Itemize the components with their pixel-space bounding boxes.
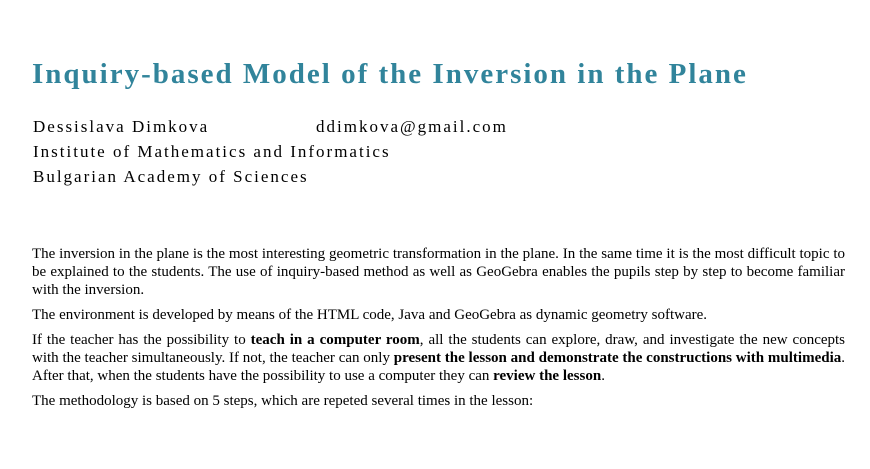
author-name: Dessislava Dimkova xyxy=(33,117,210,136)
paragraph-environment: The environment is developed by means of the HTML code, Java and GeoGebra as dynamic geometry software. xyxy=(32,307,708,323)
author-institute: Institute of Mathematics and Informatics xyxy=(33,142,391,161)
author-email[interactable]: ddimkova@gmail.com xyxy=(316,117,508,136)
author-academy: Bulgarian Academy of Sciences xyxy=(33,167,309,186)
paragraph-intro: The inversion in the plane is the most interesting geometric transformation in the plane. In the same time it is the most difficult topic to be explained to the students. The use of inquiry-based method as well as GeoGebra enables the pupils step by step to become familiar with the inversion. xyxy=(32,246,845,298)
teaching-text-4: . xyxy=(601,368,605,384)
teaching-text-1: If the teacher has the possibility to xyxy=(32,332,251,348)
paragraph-teaching xyxy=(32,331,845,385)
teaching-bold-3: review the lesson xyxy=(493,368,602,384)
teaching-bold-1: teach in a computer room xyxy=(250,332,420,348)
author-info xyxy=(33,114,508,189)
document-title: Inquiry-based Model of the Inversion in the Plane xyxy=(32,58,748,90)
teaching-bold-2: present the lesson and demonstrate the constructions with multimedia xyxy=(393,350,842,366)
document-body xyxy=(32,245,845,417)
paragraph-methodology: The methodology is based on 5 steps, which are repeted several times in the lesson: xyxy=(32,393,534,409)
author-line xyxy=(33,114,508,139)
teaching-text-2: , all the students can explore, draw, and investigate the new concepts with the teacher simultaneously. If not, the teacher can only xyxy=(32,332,846,366)
teaching-text-3: . After that, when the students have the possibility to use a computer they can xyxy=(32,350,845,384)
